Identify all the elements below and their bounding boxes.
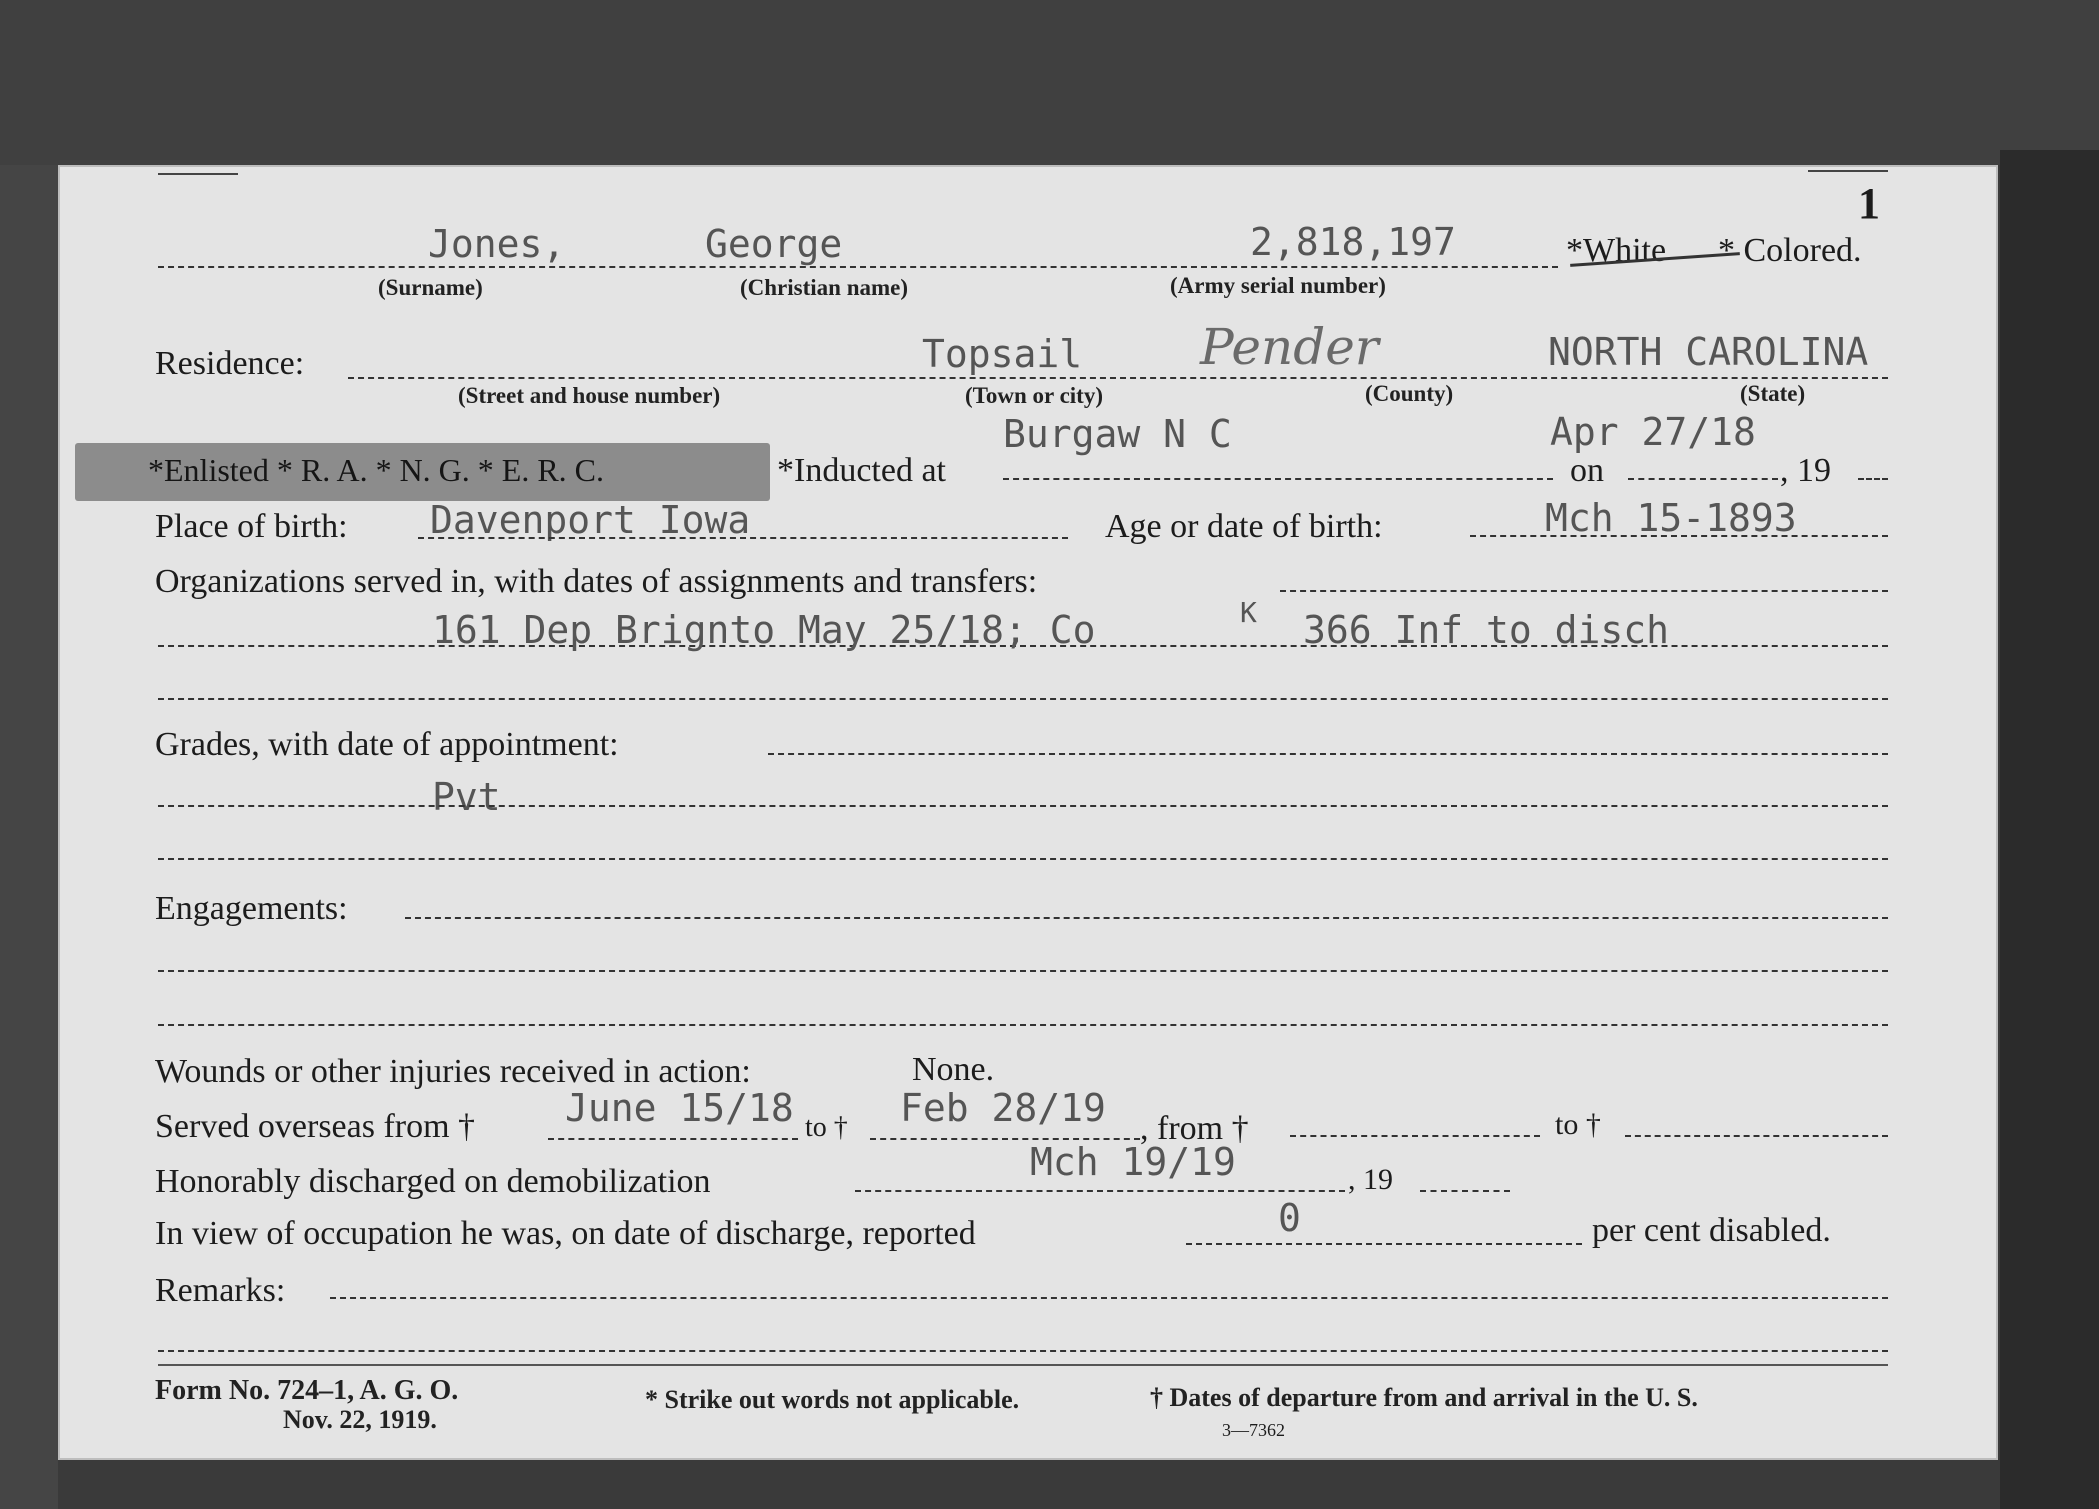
overseas-from2-line: [1290, 1135, 1540, 1137]
form-number: Form No. 724–1, A. G. O.: [155, 1375, 459, 1406]
town-value: Topsail: [922, 332, 1083, 376]
organizations-line-3: [158, 698, 1888, 700]
corner-rule-right: [1808, 170, 1888, 172]
county-value: Pender: [1200, 318, 1379, 376]
inducted-label: *Inducted at: [777, 452, 946, 489]
disability-suffix: per cent disabled.: [1592, 1212, 1831, 1249]
organizations-entry: 161 Dep Brignto May 25/18; Co: [432, 608, 1096, 652]
organizations-entry-superscript: K: [1240, 596, 1257, 629]
card-number: 1: [1858, 179, 1880, 228]
dagger-note: † Dates of departure from and arrival in the U. S.: [1150, 1383, 1698, 1412]
name-line: [158, 266, 1558, 268]
disability-label: In view of occupation he was, on date of discharge, reported: [155, 1215, 976, 1252]
form-date: Nov. 22, 1919.: [283, 1405, 437, 1434]
footer-rule: [158, 1364, 1888, 1366]
engagements-line-1: [405, 917, 1888, 919]
state-caption: (State): [1740, 381, 1806, 406]
grades-label: Grades, with date of appointment:: [155, 726, 619, 763]
birthplace-line: [418, 537, 1068, 539]
surname-caption: (Surname): [378, 275, 483, 300]
overseas-from-value: June 15/18: [565, 1086, 794, 1130]
organizations-line-1: [1280, 590, 1888, 592]
wounds-value: None.: [912, 1051, 995, 1088]
state-value: NORTH CAROLINA: [1548, 330, 1869, 374]
town-caption: (Town or city): [965, 383, 1103, 408]
corner-rule-left: [158, 173, 238, 175]
engagements-line-3: [158, 1024, 1888, 1026]
wounds-label: Wounds or other injuries received in action:: [155, 1053, 751, 1090]
grades-line-3: [158, 858, 1888, 860]
enlisted-options: *Enlisted * R. A. * N. G. * E. R. C.: [148, 452, 605, 488]
induction-place-line: [1003, 478, 1553, 480]
organizations-entry-continued: 366 Inf to disch: [1303, 608, 1670, 652]
discharge-date-value: Mch 19/19: [1030, 1140, 1236, 1184]
christian-name-caption: (Christian name): [740, 275, 909, 300]
overseas-to2-label: to †: [1555, 1108, 1601, 1141]
residence-label: Residence:: [155, 345, 305, 382]
induction-date-value: Apr 27/18: [1550, 410, 1756, 454]
engagements-label: Engagements:: [155, 890, 348, 927]
overseas-from-line: [548, 1138, 798, 1140]
discharge-label: Honorably discharged on demobilization: [155, 1163, 711, 1200]
overseas-to2-line: [1625, 1135, 1888, 1137]
remarks-label: Remarks:: [155, 1272, 286, 1309]
scanner-background-right: [2000, 150, 2099, 1509]
county-caption: (County): [1365, 381, 1454, 406]
overseas-from2-label: , from †: [1140, 1110, 1249, 1147]
engagements-line-2: [158, 970, 1888, 972]
remarks-line-2: [158, 1350, 1888, 1352]
christian-name-value: George: [705, 222, 843, 266]
disability-line: [1186, 1243, 1582, 1245]
street-caption: (Street and house number): [458, 383, 721, 408]
discharge-year-label: , 19: [1348, 1163, 1393, 1196]
birthdate-value: Mch 15-1893: [1545, 496, 1797, 540]
disability-value: 0: [1278, 1196, 1301, 1240]
birthplace-value: Davenport Iowa: [430, 498, 751, 542]
birthplace-label: Place of birth:: [155, 508, 348, 545]
induction-date-line: [1628, 478, 1778, 480]
remarks-line-1: [330, 1297, 1888, 1299]
organizations-label: Organizations served in, with dates of assignments and transfers:: [155, 563, 1038, 600]
residence-line: [348, 377, 1888, 379]
induction-year-label: , 19: [1780, 452, 1831, 489]
discharge-year-line: [1420, 1190, 1510, 1192]
race-colored-option: * Colored.: [1718, 232, 1862, 269]
scanner-background-left: [0, 165, 58, 1509]
grades-line-2: [158, 805, 1888, 807]
overseas-to-value: Feb 28/19: [900, 1086, 1106, 1130]
birthdate-line: [1470, 535, 1888, 537]
induction-place-value: Burgaw N C: [1003, 412, 1232, 456]
on-label: on: [1570, 452, 1604, 489]
grades-line-1: [768, 753, 1888, 755]
surname-value: Jones,: [428, 222, 566, 266]
scanner-background-top: [0, 0, 2099, 165]
print-code: 3—7362: [1222, 1420, 1285, 1440]
strike-note: * Strike out words not applicable.: [645, 1385, 1020, 1414]
induction-year-line: [1858, 478, 1888, 480]
overseas-label: Served overseas from †: [155, 1108, 476, 1145]
serial-number-caption: (Army serial number): [1170, 273, 1386, 298]
overseas-to-label: to †: [805, 1112, 848, 1143]
serial-number-value: 2,818,197: [1250, 220, 1456, 264]
grades-entry: Pvt: [432, 775, 501, 819]
birthdate-label: Age or date of birth:: [1105, 508, 1383, 545]
discharge-date-line: [855, 1190, 1345, 1192]
race-white-option: *White: [1566, 232, 1667, 269]
